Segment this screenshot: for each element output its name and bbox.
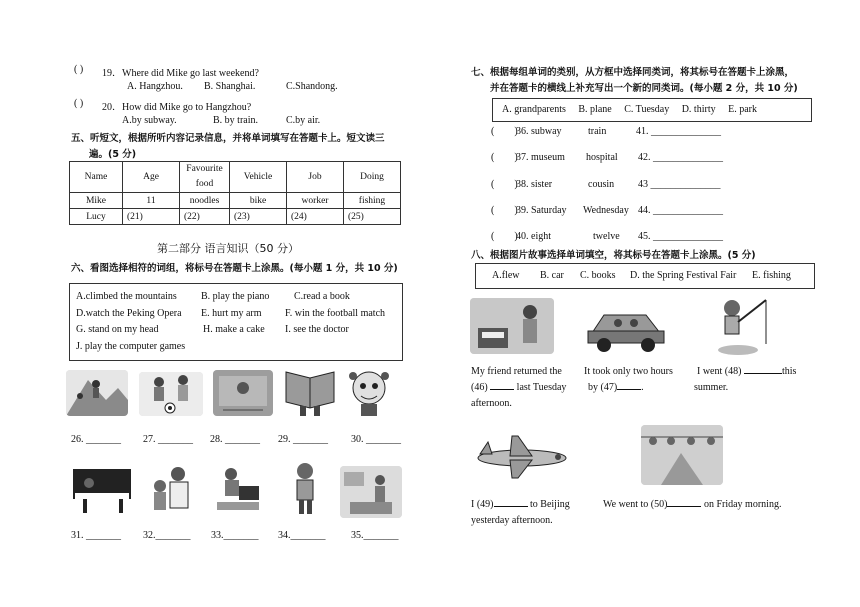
piano-icon bbox=[69, 463, 135, 515]
answer-33[interactable]: 33._______ bbox=[211, 530, 259, 541]
story-text-2b bbox=[588, 382, 644, 393]
car-ride-icon bbox=[584, 297, 668, 355]
option-f: F. win the football match bbox=[285, 308, 386, 319]
table-cell: worker bbox=[287, 193, 344, 209]
boy-arm-hurt-icon bbox=[286, 460, 324, 518]
table-cell-blank[interactable]: (25) bbox=[344, 209, 401, 225]
q38-word2: cousin bbox=[588, 179, 615, 190]
q19-option-c[interactable]: C.Shandong. bbox=[286, 81, 338, 92]
answer-32[interactable]: 32._______ bbox=[143, 530, 191, 541]
q36-paren[interactable]: ( ) bbox=[491, 126, 518, 137]
q40-paren[interactable]: ( ) bbox=[491, 231, 518, 242]
q40-word2: twelve bbox=[593, 231, 620, 242]
doctor-icon bbox=[146, 462, 198, 516]
option-c: C.read a book bbox=[294, 291, 350, 302]
story-option-d: D. the Spring Festival Fair bbox=[630, 270, 737, 281]
q40-word: 40. eight bbox=[516, 231, 551, 242]
story-text-1d: afternoon. bbox=[471, 398, 512, 409]
table-cell-blank[interactable]: (22) bbox=[180, 209, 230, 225]
table-cell: Lucy bbox=[70, 209, 123, 225]
q19-option-b[interactable]: B. Shanghai. bbox=[204, 81, 256, 92]
story-text-1a: My friend returned the bbox=[471, 366, 562, 377]
answer-29[interactable]: 29. _______ bbox=[278, 434, 328, 445]
blank-48-label: I went (48) bbox=[697, 366, 742, 377]
boy-fishing-icon bbox=[708, 294, 774, 358]
computer-games-icon bbox=[213, 464, 263, 514]
story-text-3b: this bbox=[781, 366, 797, 377]
q37-word: 37. museum bbox=[516, 152, 565, 163]
table-cell: bike bbox=[230, 193, 287, 209]
blank-47[interactable] bbox=[617, 389, 641, 390]
answer-34[interactable]: 34._______ bbox=[278, 530, 326, 541]
option-i: I. see the doctor bbox=[285, 324, 349, 335]
table-cell: fishing bbox=[344, 193, 401, 209]
q19-paren[interactable]: ( ) bbox=[74, 64, 84, 75]
section7-title-line1: 七、根据每组单词的类别，从方框中选择同类词，将其标号在答题卡上涂黑， bbox=[471, 67, 795, 78]
mountain-climbing-icon bbox=[66, 370, 128, 416]
q44-blank[interactable]: 44. ______________ bbox=[638, 205, 723, 216]
part2-title: 第二部分 语言知识（50 分） bbox=[157, 242, 299, 255]
q20-option-a[interactable]: A.by subway. bbox=[122, 115, 177, 126]
word-options: A. grandparents B. plane C. Tuesday D. thirty E. park bbox=[502, 104, 757, 115]
option-d: D.watch the Peking Opera bbox=[76, 308, 182, 319]
option-b: B. play the piano bbox=[201, 291, 270, 302]
section6-title: 六、看图选择相符的词组，将标号在答题卡上涂黑。(每小题 1 分，共 10 分) bbox=[71, 263, 398, 274]
opera-screen-icon bbox=[213, 370, 273, 416]
story-text-2c: . bbox=[641, 382, 644, 393]
story-option-c: C. books bbox=[580, 270, 616, 281]
story-text-5b: on Friday morning. bbox=[703, 499, 782, 510]
q38-word: 38. sister bbox=[516, 179, 553, 190]
cake-kitchen-icon bbox=[340, 466, 402, 518]
answer-26[interactable]: 26. _______ bbox=[71, 434, 121, 445]
story-text-4b: to Beijing bbox=[530, 499, 570, 510]
q45-blank[interactable]: 45. ______________ bbox=[638, 231, 723, 242]
blank-47-label: by (47) bbox=[588, 382, 618, 393]
q20-paren[interactable]: ( ) bbox=[74, 98, 84, 109]
table-cell-blank[interactable]: (21) bbox=[123, 209, 180, 225]
info-table bbox=[69, 161, 401, 225]
football-icon bbox=[139, 372, 203, 416]
story-text-1c: last Tuesday bbox=[516, 382, 567, 393]
blank-50[interactable] bbox=[667, 506, 701, 507]
story-text-4c: yesterday afternoon. bbox=[471, 515, 553, 526]
section8-title: 八、根据图片故事选择单词填空，将其标号在答题卡上涂黑。(5 分) bbox=[471, 250, 756, 261]
story-text-5a bbox=[603, 499, 781, 510]
reading-book-icon bbox=[282, 366, 338, 418]
story-text-2a: It took only two hours bbox=[584, 366, 673, 377]
q19-question: 19．Where did Mike go last weekend? bbox=[102, 68, 259, 79]
table-header: Name bbox=[70, 162, 123, 193]
story-text-3c: summer. bbox=[694, 382, 729, 393]
peking-opera-mask-icon bbox=[343, 366, 395, 418]
library-returns-icon bbox=[470, 298, 554, 354]
q20-option-b[interactable]: B. by train. bbox=[213, 115, 258, 126]
table-header: Favourite food bbox=[180, 162, 230, 193]
blank-48[interactable] bbox=[744, 373, 782, 374]
table-cell: noodles bbox=[180, 193, 230, 209]
table-header: Vehicle bbox=[230, 162, 287, 193]
q19-option-a[interactable]: A. Hangzhou. bbox=[127, 81, 183, 92]
table-cell: 11 bbox=[123, 193, 180, 209]
option-g: G. stand on my head bbox=[76, 324, 159, 335]
option-e: E. hurt my arm bbox=[201, 308, 262, 319]
q39-word2: Wednesday bbox=[583, 205, 629, 216]
table-cell-blank[interactable]: (23) bbox=[230, 209, 287, 225]
story-option-b: B. car bbox=[540, 270, 564, 281]
section7-title-line2: 并在答题卡的横线上补充写出一个新的同类词。(每小题 2 分，共 10 分) bbox=[490, 83, 798, 94]
answer-35[interactable]: 35._______ bbox=[351, 530, 399, 541]
q38-paren[interactable]: ( ) bbox=[491, 179, 518, 190]
story-text-1b bbox=[471, 382, 566, 393]
q36-word2: train bbox=[588, 126, 607, 137]
airplane-icon bbox=[470, 432, 572, 482]
answer-30[interactable]: 30. _______ bbox=[351, 434, 401, 445]
blank-49-label: I (49) bbox=[471, 499, 494, 510]
q39-word: 39. Saturday bbox=[516, 205, 567, 216]
blank-49[interactable] bbox=[494, 506, 528, 507]
q37-paren[interactable]: ( ) bbox=[491, 152, 518, 163]
table-cell: Mike bbox=[70, 193, 123, 209]
section5-title-line1: 五、听短文，根据所听内容记录信息，并将单词填写在答题卡上。短文读三 bbox=[71, 133, 385, 144]
q36-word: 36. subway bbox=[516, 126, 562, 137]
table-header: Job bbox=[287, 162, 344, 193]
q20-question: 20．How did Mike go to Hangzhou? bbox=[102, 102, 252, 113]
table-header: Age bbox=[123, 162, 180, 193]
table-cell-blank[interactable]: (24) bbox=[287, 209, 344, 225]
q43-blank[interactable]: 43 ______________ bbox=[638, 179, 721, 190]
blank-46[interactable] bbox=[490, 389, 514, 390]
q42-blank[interactable]: 42. ______________ bbox=[638, 152, 723, 163]
story-text-3a bbox=[697, 366, 796, 377]
answer-28[interactable]: 28. _______ bbox=[210, 434, 260, 445]
answer-31[interactable]: 31. _______ bbox=[71, 530, 121, 541]
q41-blank[interactable]: 41. ______________ bbox=[636, 126, 721, 137]
story-text-4a bbox=[471, 499, 570, 510]
story-option-e: E. fishing bbox=[752, 270, 791, 281]
table-header: Doing bbox=[344, 162, 401, 193]
section5-title-line2: 遍。(5 分) bbox=[89, 149, 137, 160]
option-a: A.climbed the mountains bbox=[76, 291, 177, 302]
blank-46-label: (46) bbox=[471, 382, 488, 393]
q39-paren[interactable]: ( ) bbox=[491, 205, 518, 216]
option-h: H. make a cake bbox=[203, 324, 265, 335]
answer-27[interactable]: 27. _______ bbox=[143, 434, 193, 445]
q37-word2: hospital bbox=[586, 152, 618, 163]
q20-option-c[interactable]: C.by air. bbox=[286, 115, 321, 126]
story-option-a: A.flew bbox=[492, 270, 520, 281]
spring-fair-icon bbox=[641, 425, 723, 485]
blank-50-label: We went to (50) bbox=[603, 499, 668, 510]
option-j: J. play the computer games bbox=[76, 341, 186, 352]
